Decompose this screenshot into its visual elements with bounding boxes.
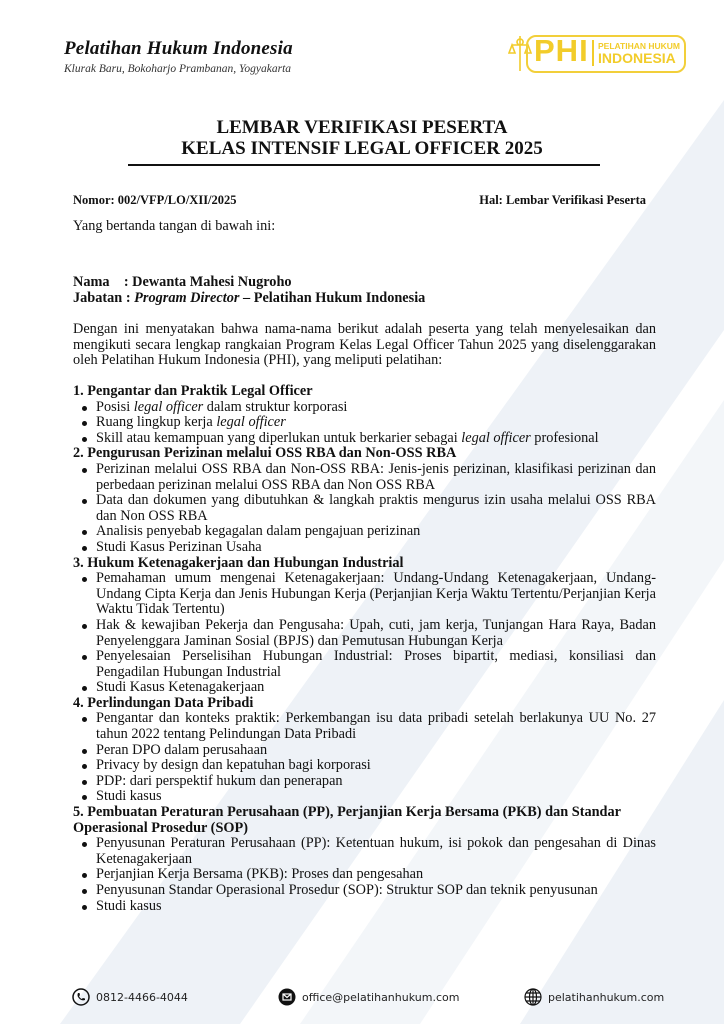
list-item: Data dan dokumen yang dibutuhkan & langkah praktis mengurus izin usaha melalui OSS RBA dan Non OSS RBA	[96, 492, 656, 524]
list-item: PDP: dari perspektif hukum dan penerapan	[96, 774, 656, 790]
title-divider	[128, 164, 600, 166]
section-title: 4. Perlindungan Data Pribadi	[73, 694, 254, 711]
intro-text: Yang bertanda tangan di bawah ini:	[73, 218, 276, 234]
list-item: Studi kasus	[96, 899, 656, 915]
section-title: 2. Pengurusan Perizinan melalui OSS RBA dan Non-OSS RBA	[73, 445, 457, 462]
document-number: Nomor: 002/VFP/LO/XII/2025	[73, 193, 237, 207]
section-items	[73, 571, 656, 696]
list-item: Posisi legal officer dalam struktur korporasi	[96, 400, 656, 416]
section-items	[73, 400, 656, 447]
footer-website: pelatihanhukum.com	[524, 988, 664, 1006]
signer-position: Jabatan : Program Director – Pelatihan Hukum Indonesia	[73, 289, 426, 306]
list-item: Penyelesaian Perselisihan Hubungan Industrial: Proses bipartit, mediasi, konsiliasi dan Pengadilan Hubungan Industrial	[96, 648, 656, 680]
section-title: 1. Pengantar dan Praktik Legal Officer	[73, 383, 313, 399]
list-item: Studi Kasus Ketenagakerjaan	[96, 680, 656, 696]
list-item: Studi Kasus Perizinan Usaha	[96, 540, 656, 556]
training-sections	[73, 384, 656, 914]
list-item: Skill atau kemampuan yang diperlukan untuk berkarier sebagai legal officer profesional	[96, 431, 656, 447]
list-item: Pemahaman umum mengenai Ketenagakerjaan: Undang-Undang Ketenagakerjaan, Undang-Undang Cipta Kerja dan Jenis Hubungan Kerja (Perjanjian Kerja Waktu Tertentu/Perjanjian Kerja Waktu Tidak Tertentu)	[96, 570, 656, 618]
list-item: Studi kasus	[96, 789, 656, 805]
list-item: Pengantar dan konteks praktik: Perkembangan isu data pribadi setelah berlakunya UU No. 27 tahun 2022 tentang Pelindungan Data Pribadi	[96, 710, 656, 743]
statement-paragraph: Dengan ini menyatakan bahwa nama-nama berikut adalah peserta yang telah menyelesaikan dan mengikuti secara lengkap rangkaian Program Kelas Legal Officer Tahun 2025 yang diselenggarakan oleh Pelatihan Hukum Indonesia (PHI), yang meliputi pelatihan:	[73, 321, 656, 369]
signer-name: Nama : Dewanta Mahesi Nugroho	[73, 274, 292, 290]
document-subject: Hal: Lembar Verifikasi Peserta	[479, 193, 646, 207]
organization-name: Pelatihan Hukum Indonesia	[64, 38, 293, 59]
footer-phone: 0812-4466-4044	[72, 988, 188, 1006]
document-title: LEMBAR VERIFIKASI PESERTA KELAS INTENSIF LEGAL OFFICER 2025	[181, 117, 543, 159]
list-item: Penyusunan Standar Operasional Prosedur (SOP): Struktur SOP dan teknik penyusunan	[96, 883, 656, 899]
organization-header	[64, 38, 293, 75]
section-title: 3. Hukum Ketenagakerjaan dan Hubungan Industrial	[73, 554, 404, 571]
globe-icon	[524, 988, 542, 1006]
signer-block	[73, 275, 656, 306]
list-item: Analisis penyebab kegagalan dalam pengajuan perizinan	[96, 524, 656, 540]
list-item: Peran DPO dalam perusahaan	[96, 743, 656, 759]
list-item: Ruang lingkup kerja legal officer	[96, 415, 656, 431]
section-title: 5. Pembuatan Peraturan Perusahaan (PP), Perjanjian Kerja Bersama (PKB) dan Standar Operasional Prosedur (SOP)	[73, 804, 621, 836]
list-item: Penyusunan Peraturan Perusahaan (PP): Ketentuan hukum, isi pokok dan pengesahan di Dinas Ketenagakerjaan	[96, 835, 656, 867]
footer-email: office@pelatihanhukum.com	[278, 988, 459, 1006]
section-items	[73, 711, 656, 805]
list-item: Perizinan melalui OSS RBA dan Non-OSS RBA: Jenis-jenis perizinan, klasifikasi perizinan dan perbedaan perizinan melalui OSS RBA dan Non OSS RBA	[96, 460, 656, 493]
organization-address: Klurak Baru, Bokoharjo Prambanan, Yogyakarta	[64, 63, 292, 75]
email-icon	[278, 988, 296, 1006]
phone-icon	[72, 988, 90, 1006]
section-items	[73, 462, 656, 556]
list-item: Hak & kewajiban Pekerja dan Pengusaha: Upah, cuti, jam kerja, Tunjangan Hara Raya, Badan Penyelenggara Jaminan Sosial (BPJS) dan Pemutusan Hubungan Kerja	[96, 616, 656, 649]
phi-logo: PHI PELATIHAN HUKUM INDONESIA	[508, 31, 686, 73]
list-item: Perjanjian Kerja Bersama (PKB): Proses dan pengesahan	[96, 867, 656, 883]
section-items	[73, 836, 656, 914]
list-item: Privacy by design dan kepatuhan bagi korporasi	[96, 758, 656, 774]
